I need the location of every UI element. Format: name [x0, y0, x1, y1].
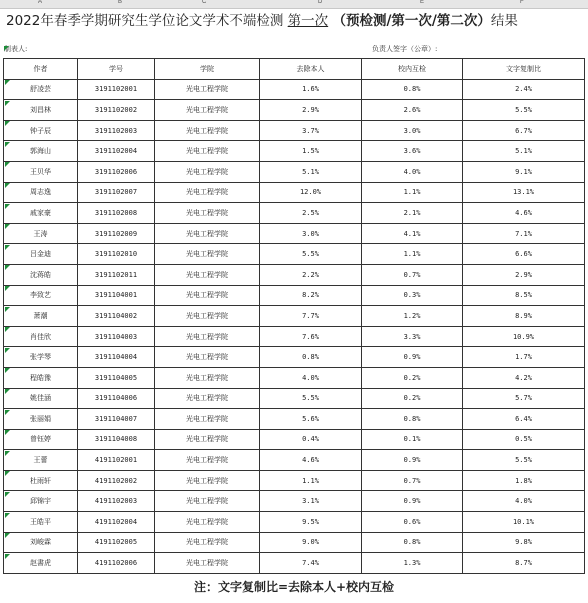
cell-excluding-self[interactable]: 1.1%: [260, 470, 362, 491]
cell-indicator-flag: [5, 307, 10, 312]
cell-excluding-self[interactable]: 0.4%: [260, 429, 362, 450]
cell-copy-ratio[interactable]: 7.1%: [463, 223, 585, 244]
cell-student-id[interactable]: 3191102001: [78, 79, 155, 100]
cell-indicator-flag: [4, 46, 9, 51]
table-row: [4, 244, 585, 265]
cell-school[interactable]: 光电工程学院: [155, 100, 260, 121]
cell-school[interactable]: 光电工程学院: [155, 223, 260, 244]
cell-copy-ratio[interactable]: 6.4%: [463, 409, 585, 430]
cell-excluding-self[interactable]: 2.5%: [260, 203, 362, 224]
cell-excluding-self[interactable]: 3.0%: [260, 223, 362, 244]
cell-author[interactable]: 王蕾: [4, 450, 78, 471]
title-round-value: 第一次: [287, 13, 329, 29]
cell-excluding-self[interactable]: 5.6%: [260, 409, 362, 430]
cell-indicator-flag: [5, 142, 10, 147]
cell-school[interactable]: 光电工程学院: [155, 182, 260, 203]
table-header-row: [4, 59, 585, 80]
cell-internal-check[interactable]: 1.1%: [362, 182, 463, 203]
cell-excluding-self[interactable]: 7.4%: [260, 553, 362, 574]
cell-student-id[interactable]: 3191104001: [78, 285, 155, 306]
header-school[interactable]: 学院: [155, 59, 260, 80]
cell-internal-check[interactable]: 2.6%: [362, 100, 463, 121]
cell-internal-check[interactable]: 4.0%: [362, 161, 463, 182]
cell-author[interactable]: 张丽娟: [4, 409, 78, 430]
table-row: [4, 553, 585, 574]
header-excluding-self[interactable]: 去除本人: [260, 59, 362, 80]
cell-author[interactable]: 王皓平: [4, 512, 78, 533]
cell-student-id[interactable]: 3191102004: [78, 141, 155, 162]
cell-copy-ratio[interactable]: 4.6%: [463, 203, 585, 224]
table-row: [4, 326, 585, 347]
cell-excluding-self[interactable]: 9.0%: [260, 532, 362, 553]
cell-copy-ratio[interactable]: 5.5%: [463, 450, 585, 471]
title-options-open: （: [332, 13, 346, 29]
cell-copy-ratio[interactable]: 13.1%: [463, 182, 585, 203]
cell-copy-ratio[interactable]: 10.1%: [463, 512, 585, 533]
cell-copy-ratio[interactable]: 5.7%: [463, 388, 585, 409]
table-row: [4, 141, 585, 162]
table-row: [4, 347, 585, 368]
cell-author[interactable]: 戚家豪: [4, 203, 78, 224]
cell-indicator-flag: [5, 265, 10, 270]
cell-school[interactable]: 光电工程学院: [155, 306, 260, 327]
cell-author[interactable]: 曾钰婷: [4, 429, 78, 450]
table-row: [4, 161, 585, 182]
title-options-close: ）: [477, 13, 491, 29]
cell-internal-check[interactable]: 0.7%: [362, 264, 463, 285]
cell-internal-check[interactable]: 3.0%: [362, 120, 463, 141]
cell-student-id[interactable]: 4191102005: [78, 532, 155, 553]
cell-school[interactable]: 光电工程学院: [155, 244, 260, 265]
cell-student-id[interactable]: 3191102006: [78, 161, 155, 182]
cell-author[interactable]: 王贝华: [4, 161, 78, 182]
cell-copy-ratio[interactable]: 2.9%: [463, 264, 585, 285]
cell-school[interactable]: 光电工程学院: [155, 203, 260, 224]
cell-internal-check[interactable]: 0.9%: [362, 450, 463, 471]
cell-author[interactable]: 肖佳欣: [4, 326, 78, 347]
table-row: [4, 470, 585, 491]
cell-excluding-self[interactable]: 7.7%: [260, 306, 362, 327]
cell-indicator-flag: [5, 80, 10, 85]
cell-copy-ratio[interactable]: 6.7%: [463, 120, 585, 141]
cell-internal-check[interactable]: 2.1%: [362, 203, 463, 224]
cell-indicator-flag: [5, 410, 10, 415]
cell-school[interactable]: 光电工程学院: [155, 512, 260, 533]
cell-excluding-self[interactable]: 2.9%: [260, 100, 362, 121]
cell-internal-check[interactable]: 0.3%: [362, 285, 463, 306]
cell-student-id[interactable]: 3191104005: [78, 367, 155, 388]
column-letter-c[interactable]: C: [202, 0, 207, 5]
cell-internal-check[interactable]: 0.8%: [362, 409, 463, 430]
cell-copy-ratio[interactable]: 8.5%: [463, 285, 585, 306]
table-row: [4, 182, 585, 203]
cell-school[interactable]: 光电工程学院: [155, 429, 260, 450]
cell-author[interactable]: 赵書虎: [4, 553, 78, 574]
cell-student-id[interactable]: 4191102006: [78, 553, 155, 574]
cell-excluding-self[interactable]: 5.5%: [260, 388, 362, 409]
cell-author[interactable]: 吕金迪: [4, 244, 78, 265]
header-student-id[interactable]: 学号: [78, 59, 155, 80]
cell-author[interactable]: 钟子辰: [4, 120, 78, 141]
cell-author[interactable]: 姚佳涵: [4, 388, 78, 409]
cell-indicator-flag: [5, 348, 10, 353]
cell-internal-check[interactable]: 0.9%: [362, 491, 463, 512]
cell-excluding-self[interactable]: 3.1%: [260, 491, 362, 512]
cell-school[interactable]: 光电工程学院: [155, 367, 260, 388]
cell-indicator-flag: [5, 121, 10, 126]
cell-indicator-flag: [5, 204, 10, 209]
title-main: 2022年春季学期研究生学位论文学术不端检测: [6, 13, 284, 29]
table-row: [4, 100, 585, 121]
cell-excluding-self[interactable]: 8.2%: [260, 285, 362, 306]
cell-school[interactable]: 光电工程学院: [155, 409, 260, 430]
cell-author[interactable]: 杜雨轩: [4, 470, 78, 491]
header-internal-check[interactable]: 校内互检: [362, 59, 463, 80]
table-row: [4, 223, 585, 244]
cell-author[interactable]: 郭海山: [4, 141, 78, 162]
cell-student-id[interactable]: 3191102003: [78, 120, 155, 141]
cell-author[interactable]: 王涛: [4, 223, 78, 244]
cell-student-id[interactable]: 3191102011: [78, 264, 155, 285]
cell-indicator-flag: [5, 533, 10, 538]
cell-school[interactable]: 光电工程学院: [155, 120, 260, 141]
table-row: [4, 79, 585, 100]
cell-indicator-flag: [5, 554, 10, 559]
table-row: [4, 512, 585, 533]
cell-student-id[interactable]: 3191102009: [78, 223, 155, 244]
cell-student-id[interactable]: 3191104002: [78, 306, 155, 327]
table-row: [4, 409, 585, 430]
cell-school[interactable]: 光电工程学院: [155, 388, 260, 409]
column-letter-e[interactable]: E: [420, 0, 425, 5]
cell-student-id[interactable]: 3191102007: [78, 182, 155, 203]
table-row: [4, 532, 585, 553]
cell-internal-check[interactable]: 3.3%: [362, 326, 463, 347]
header-copy-ratio[interactable]: 文字复制比: [463, 59, 585, 80]
cell-student-id[interactable]: 3191104003: [78, 326, 155, 347]
cell-author[interactable]: 程皓豫: [4, 367, 78, 388]
cell-internal-check[interactable]: 0.2%: [362, 367, 463, 388]
footnote: 注：文字复制比=去除本人+校内互检: [193, 580, 395, 594]
cell-indicator-flag: [5, 101, 10, 106]
cell-school[interactable]: 光电工程学院: [155, 161, 260, 182]
cell-indicator-flag: [5, 245, 10, 250]
cell-school[interactable]: 光电工程学院: [155, 450, 260, 471]
cell-school[interactable]: 光电工程学院: [155, 79, 260, 100]
cell-author[interactable]: 刘昌林: [4, 100, 78, 121]
cell-excluding-self[interactable]: 7.6%: [260, 326, 362, 347]
cell-indicator-flag: [5, 492, 10, 497]
cell-copy-ratio[interactable]: 4.0%: [463, 491, 585, 512]
cell-internal-check[interactable]: 0.6%: [362, 512, 463, 533]
cell-school[interactable]: 光电工程学院: [155, 553, 260, 574]
cell-internal-check[interactable]: 1.1%: [362, 244, 463, 265]
cell-copy-ratio[interactable]: 6.6%: [463, 244, 585, 265]
cell-author[interactable]: 李致艺: [4, 285, 78, 306]
cell-indicator-flag: [5, 327, 10, 332]
cell-excluding-self[interactable]: 2.2%: [260, 264, 362, 285]
cell-internal-check[interactable]: 0.7%: [362, 470, 463, 491]
cell-author[interactable]: 张学琴: [4, 347, 78, 368]
cell-student-id[interactable]: 4191102003: [78, 491, 155, 512]
cell-internal-check[interactable]: 1.3%: [362, 553, 463, 574]
cell-excluding-self[interactable]: 5.5%: [260, 244, 362, 265]
cell-internal-check[interactable]: 0.9%: [362, 347, 463, 368]
title-suffix: 结果: [490, 13, 518, 29]
cell-internal-check[interactable]: 3.6%: [362, 141, 463, 162]
column-letter-f[interactable]: F: [520, 0, 524, 5]
cell-student-id[interactable]: 4191102004: [78, 512, 155, 533]
cell-internal-check[interactable]: 0.1%: [362, 429, 463, 450]
cell-internal-check[interactable]: 1.2%: [362, 306, 463, 327]
cell-internal-check[interactable]: 0.2%: [362, 388, 463, 409]
column-letter-a[interactable]: A: [38, 0, 43, 5]
cell-indicator-flag: [5, 430, 10, 435]
results-table: [3, 58, 585, 574]
document-title: [6, 10, 582, 32]
cell-author[interactable]: 沈蒋皓: [4, 264, 78, 285]
cell-student-id[interactable]: 3191102010: [78, 244, 155, 265]
cell-internal-check[interactable]: 4.1%: [362, 223, 463, 244]
cell-student-id[interactable]: 3191104008: [78, 429, 155, 450]
cell-copy-ratio[interactable]: 1.7%: [463, 347, 585, 368]
cell-student-id[interactable]: 4191102001: [78, 450, 155, 471]
cell-internal-check[interactable]: 0.8%: [362, 532, 463, 553]
cell-indicator-flag: [5, 368, 10, 373]
cell-excluding-self[interactable]: 1.6%: [260, 79, 362, 100]
cell-author[interactable]: 舒凌芸: [4, 79, 78, 100]
cell-copy-ratio[interactable]: 4.2%: [463, 367, 585, 388]
cell-indicator-flag: [5, 162, 10, 167]
cell-copy-ratio[interactable]: 9.1%: [463, 161, 585, 182]
column-header-bar: [0, 0, 588, 9]
cell-school[interactable]: 光电工程学院: [155, 347, 260, 368]
cell-excluding-self[interactable]: 3.7%: [260, 120, 362, 141]
cell-school[interactable]: 光电工程学院: [155, 491, 260, 512]
cell-copy-ratio[interactable]: 8.7%: [463, 553, 585, 574]
cell-copy-ratio[interactable]: 2.4%: [463, 79, 585, 100]
title-round-options: 预检测/第一次/第二次: [345, 13, 478, 29]
table-row: [4, 491, 585, 512]
cell-student-id[interactable]: 3191102008: [78, 203, 155, 224]
cell-indicator-flag: [5, 286, 10, 291]
cell-copy-ratio[interactable]: 9.8%: [463, 532, 585, 553]
table-row: [4, 429, 585, 450]
cell-student-id[interactable]: 3191104007: [78, 409, 155, 430]
preparer-label: 制表人:: [4, 45, 28, 53]
table-row: [4, 450, 585, 471]
table-row: [4, 203, 585, 224]
header-author[interactable]: 作者: [4, 59, 78, 80]
cell-internal-check[interactable]: 0.8%: [362, 79, 463, 100]
cell-student-id[interactable]: 3191104006: [78, 388, 155, 409]
cell-school[interactable]: 光电工程学院: [155, 141, 260, 162]
cell-copy-ratio[interactable]: 0.5%: [463, 429, 585, 450]
column-letter-d[interactable]: D: [318, 0, 323, 5]
table-row: [4, 120, 585, 141]
cell-school[interactable]: 光电工程学院: [155, 285, 260, 306]
cell-excluding-self[interactable]: 12.0%: [260, 182, 362, 203]
cell-author[interactable]: 刘峻霖: [4, 532, 78, 553]
cell-student-id[interactable]: 4191102002: [78, 470, 155, 491]
cell-indicator-flag: [5, 513, 10, 518]
cell-school[interactable]: 光电工程学院: [155, 326, 260, 347]
column-letter-b[interactable]: B: [118, 0, 123, 5]
cell-school[interactable]: 光电工程学院: [155, 264, 260, 285]
cell-school[interactable]: 光电工程学院: [155, 470, 260, 491]
cell-excluding-self[interactable]: 0.8%: [260, 347, 362, 368]
cell-student-id[interactable]: 3191104004: [78, 347, 155, 368]
cell-excluding-self[interactable]: 9.5%: [260, 512, 362, 533]
table-row: [4, 388, 585, 409]
cell-indicator-flag: [5, 224, 10, 229]
table-row: [4, 285, 585, 306]
cell-excluding-self[interactable]: 1.5%: [260, 141, 362, 162]
cell-copy-ratio[interactable]: 8.9%: [463, 306, 585, 327]
cell-excluding-self[interactable]: 4.6%: [260, 450, 362, 471]
cell-indicator-flag: [5, 451, 10, 456]
table-row: [4, 306, 585, 327]
cell-indicator-flag: [5, 389, 10, 394]
cell-author[interactable]: 邱锦宇: [4, 491, 78, 512]
table-row: [4, 367, 585, 388]
cell-student-id[interactable]: 3191102002: [78, 100, 155, 121]
signature-label: 负责人签字（公章）:: [372, 45, 438, 53]
cell-author[interactable]: 萧潮: [4, 306, 78, 327]
cell-author[interactable]: 周志逸: [4, 182, 78, 203]
cell-copy-ratio[interactable]: 5.5%: [463, 100, 585, 121]
cell-copy-ratio[interactable]: 5.1%: [463, 141, 585, 162]
table-row: [4, 264, 585, 285]
cell-excluding-self[interactable]: 4.0%: [260, 367, 362, 388]
cell-school[interactable]: 光电工程学院: [155, 532, 260, 553]
cell-copy-ratio[interactable]: 1.8%: [463, 470, 585, 491]
cell-excluding-self[interactable]: 5.1%: [260, 161, 362, 182]
cell-indicator-flag: [5, 471, 10, 476]
cell-copy-ratio[interactable]: 10.9%: [463, 326, 585, 347]
cell-indicator-flag: [5, 183, 10, 188]
